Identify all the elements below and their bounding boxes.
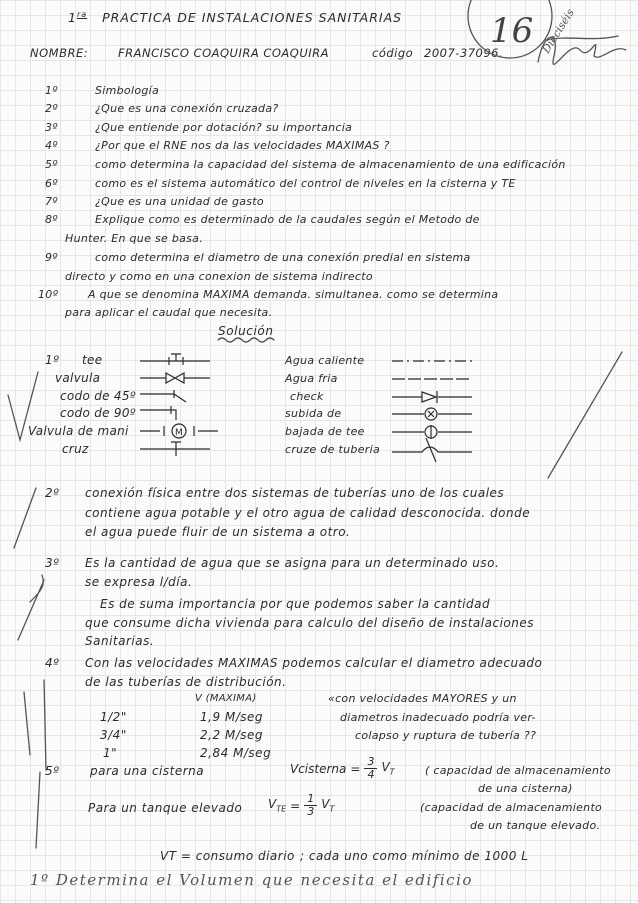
question-number: 7º	[45, 195, 58, 208]
question-number: 3º	[45, 121, 58, 134]
question-number: 1º	[45, 84, 58, 97]
formula-equals: =	[290, 798, 301, 813]
vt-definition: VT = consumo diario	[160, 849, 295, 863]
formula-lhs	[268, 797, 286, 813]
question-number: 8º	[45, 213, 58, 226]
tank-note-2: de un tanque elevado.	[470, 819, 601, 832]
elbow-45-symbol	[140, 387, 215, 405]
answer-5	[45, 764, 204, 778]
fraction	[304, 793, 317, 818]
answer-2-line-2: contiene agua potable y el otro agua de calidad desconocida. donde	[85, 506, 531, 520]
code-label: código	[372, 46, 414, 60]
check-mark-answer-4	[24, 680, 46, 770]
velocity-row-value: 1,9 M/seg	[200, 710, 264, 724]
question-number: 9º	[45, 251, 58, 264]
meter-letter: M	[175, 428, 183, 438]
elbow-45-symbol-path	[140, 390, 186, 402]
question-2	[45, 102, 279, 116]
question-number: 2º	[45, 102, 58, 115]
answer-number: 2º	[45, 486, 60, 500]
cold-water-symbol	[392, 371, 477, 387]
answer-number: 4º	[45, 656, 60, 670]
question-8-continued: Hunter. En que se basa.	[65, 232, 204, 245]
answer-text: conexión física entre dos sistemas de tuberías uno de los cuales	[85, 486, 505, 500]
check-mark-answer-3	[18, 575, 44, 640]
answer-text: Es la cantidad de agua que se asigna para un determinado uso.	[85, 556, 500, 570]
formula-lhs: Vcisterna	[290, 761, 347, 776]
answer-3-importance-1: Es de suma importancia por que podemos saber la cantidad	[100, 597, 491, 611]
fraction-denominator: 3	[307, 805, 315, 818]
title-ordinal: ra	[76, 10, 88, 19]
answer-3-importance-2: que consume dicha vivienda para calculo del diseño de instalaciones	[85, 616, 534, 630]
answer-3-importance-3: Sanitarias.	[85, 634, 155, 648]
question-text: Simbología	[95, 84, 160, 97]
cross-symbol-path	[140, 442, 210, 456]
tee-down-symbol	[392, 424, 477, 440]
answer-number: 3º	[45, 556, 60, 570]
symbol-label-valvula: valvula	[55, 371, 101, 385]
answer-number: 5º	[45, 764, 60, 778]
answer-3	[45, 556, 499, 570]
question-text: Explique como es determinado de la caudales según el Metodo de	[95, 213, 480, 226]
cross-symbol	[140, 440, 215, 458]
answer-text: Con las velocidades MAXIMAS podemos calcular el diametro adecuado	[85, 656, 543, 670]
code-row	[372, 46, 503, 60]
question-text: ¿Que entiende por dotación? su importancia	[95, 121, 353, 134]
tee-down-symbol-path	[392, 425, 472, 439]
pipe-crossing-symbol	[392, 440, 477, 462]
answer-4-note-1: «con velocidades MAYORES y un	[328, 692, 517, 705]
question-number: 5º	[45, 158, 58, 171]
velocity-row-diameter: 1/2"	[100, 710, 127, 724]
riser-up-symbol-path	[392, 411, 472, 417]
valve-symbol	[140, 370, 215, 386]
fraction-denominator: 4	[367, 768, 375, 781]
formula-rhs-sub: T	[389, 767, 395, 777]
answer-4-note-3: colapso y ruptura de tubería ??	[355, 729, 537, 742]
question-6	[45, 177, 516, 191]
formula-rhs	[381, 760, 394, 776]
hot-water-symbol	[392, 353, 477, 369]
elbow-90-symbol	[140, 404, 215, 422]
symbol-label-cruz: cruz	[62, 442, 89, 456]
question-text: ¿Que es una conexión cruzada?	[95, 102, 279, 115]
symbol-label-tee: tee	[82, 353, 103, 367]
symbol-label-codo-90: codo de 90º	[60, 406, 136, 420]
tee-symbol	[140, 351, 215, 367]
cistern-formula	[290, 756, 395, 781]
cistern-note-1: ( capacidad de almacenamiento	[425, 764, 611, 777]
question-3	[45, 121, 352, 135]
question-4	[45, 139, 390, 153]
symbol-label-valvula-mani: Valvula de mani	[28, 424, 129, 438]
question-text: A que se denomina MAXIMA demanda. simultanea. como se determina	[88, 288, 499, 301]
answer-2	[45, 486, 504, 500]
fraction	[364, 756, 377, 781]
formula-lhs-sub: TE	[276, 804, 287, 814]
student-row	[30, 46, 329, 60]
check-valve-symbol-path	[392, 391, 472, 403]
riser-up-symbol	[392, 406, 477, 422]
velocity-row-value: 2,84 M/seg	[200, 746, 272, 760]
question-1	[45, 84, 159, 98]
velocity-row-diameter: 1"	[103, 746, 118, 760]
formula-rhs-symbol: V	[321, 797, 330, 812]
page-title	[68, 8, 402, 25]
question-9-continued: directo y como en una conexion de sistema indirecto	[65, 270, 373, 283]
symbol-label-check: check	[290, 390, 324, 403]
title-text: PRACTICA DE INSTALACIONES SANITARIAS	[102, 10, 403, 26]
question-7	[45, 195, 264, 209]
tank-note-1: (capacidad de almacenamiento	[420, 801, 603, 814]
question-text: como es el sistema automático del control de niveles en la cisterna y TE	[95, 177, 516, 190]
symbol-label-agua-caliente: Agua caliente	[285, 354, 365, 367]
symbol-label-bajada-tee: bajada de tee	[285, 425, 365, 438]
check-valve-symbol	[392, 389, 477, 405]
question-8	[45, 213, 480, 227]
fraction-numerator: 3	[364, 756, 377, 769]
solution-underline	[218, 338, 274, 342]
grade-words: Dieciséis	[539, 6, 577, 56]
vt-minimum: ; cada uno como mínimo de 1000 L	[300, 849, 529, 863]
symbol-label-subida: subida de	[285, 407, 342, 420]
check-mark-answer-5	[36, 772, 40, 848]
cistern-note-2: de una cisterna)	[478, 782, 573, 795]
check-mark-symbols	[548, 352, 622, 478]
student-name: FRANCISCO COAQUIRA COAQUIRA	[118, 46, 330, 60]
name-label: NOMBRE:	[30, 46, 89, 60]
check-mark-answer-2	[14, 488, 36, 548]
symbol-label-codo-45: codo de 45º	[60, 389, 136, 403]
answer-4-note-2: diametros inadecuado podría ver-	[340, 711, 536, 724]
teacher-signature	[538, 36, 626, 64]
teacher-correction: 1º Determina el Volumen que necesita el edificio	[30, 871, 473, 889]
formula-rhs-symbol: V	[381, 760, 390, 775]
student-code: 2007-37096.	[424, 46, 504, 60]
formula-rhs-sub: T	[329, 804, 335, 814]
cistern-label: para una cisterna	[90, 764, 205, 778]
answer-3-line-2: se expresa l/día.	[85, 575, 193, 589]
grade-number: 16	[490, 11, 534, 51]
fraction-numerator: 1	[304, 793, 317, 806]
tee-symbol-path	[140, 354, 210, 365]
question-5	[45, 158, 566, 172]
answer-4-line-2: de las tuberías de distribución.	[85, 675, 287, 689]
question-number: 6º	[45, 177, 58, 190]
title-number: 1	[68, 10, 77, 26]
formula-rhs	[321, 797, 334, 813]
symbol-label-agua-fria: Agua fria	[285, 372, 338, 385]
symbol-label-cruze-tuberia: cruze de tuberia	[285, 443, 380, 456]
question-text: ¿Por que el RNE nos da las velocidades MAXIMAS ?	[95, 139, 390, 152]
valve-symbol-path	[140, 373, 210, 383]
answer-4	[45, 656, 542, 670]
answer-2-line-3: el agua puede fluir de un sistema a otro.	[85, 525, 351, 539]
meter-valve-symbol	[140, 422, 220, 440]
question-10-continued: para aplicar el caudal que necesita.	[65, 306, 273, 319]
formula-lhs-symbol: V	[268, 797, 277, 812]
question-text: como determina la capacidad del sistema de almacenamiento de una edificación	[95, 158, 566, 171]
solution-title: Solución	[218, 324, 274, 338]
elbow-90-symbol-path	[140, 406, 176, 420]
tank-label: Para un tanque elevado	[88, 801, 243, 815]
velocity-table-header: V (MAXIMA)	[195, 693, 257, 704]
question-9	[45, 251, 471, 265]
velocity-row-diameter: 3/4"	[100, 728, 127, 742]
velocity-row-value: 2,2 M/seg	[200, 728, 264, 742]
formula-equals: =	[350, 761, 361, 776]
question-10	[38, 288, 498, 302]
tank-formula	[268, 793, 334, 818]
answer-1-number: 1º	[45, 353, 60, 367]
question-text: como determina el diametro de una conexión predial en sistema	[95, 251, 471, 264]
question-text: ¿Que es una unidad de gasto	[95, 195, 264, 208]
pipe-crossing-symbol-path	[392, 438, 472, 462]
question-number: 4º	[45, 139, 58, 152]
question-number: 10º	[38, 288, 59, 301]
